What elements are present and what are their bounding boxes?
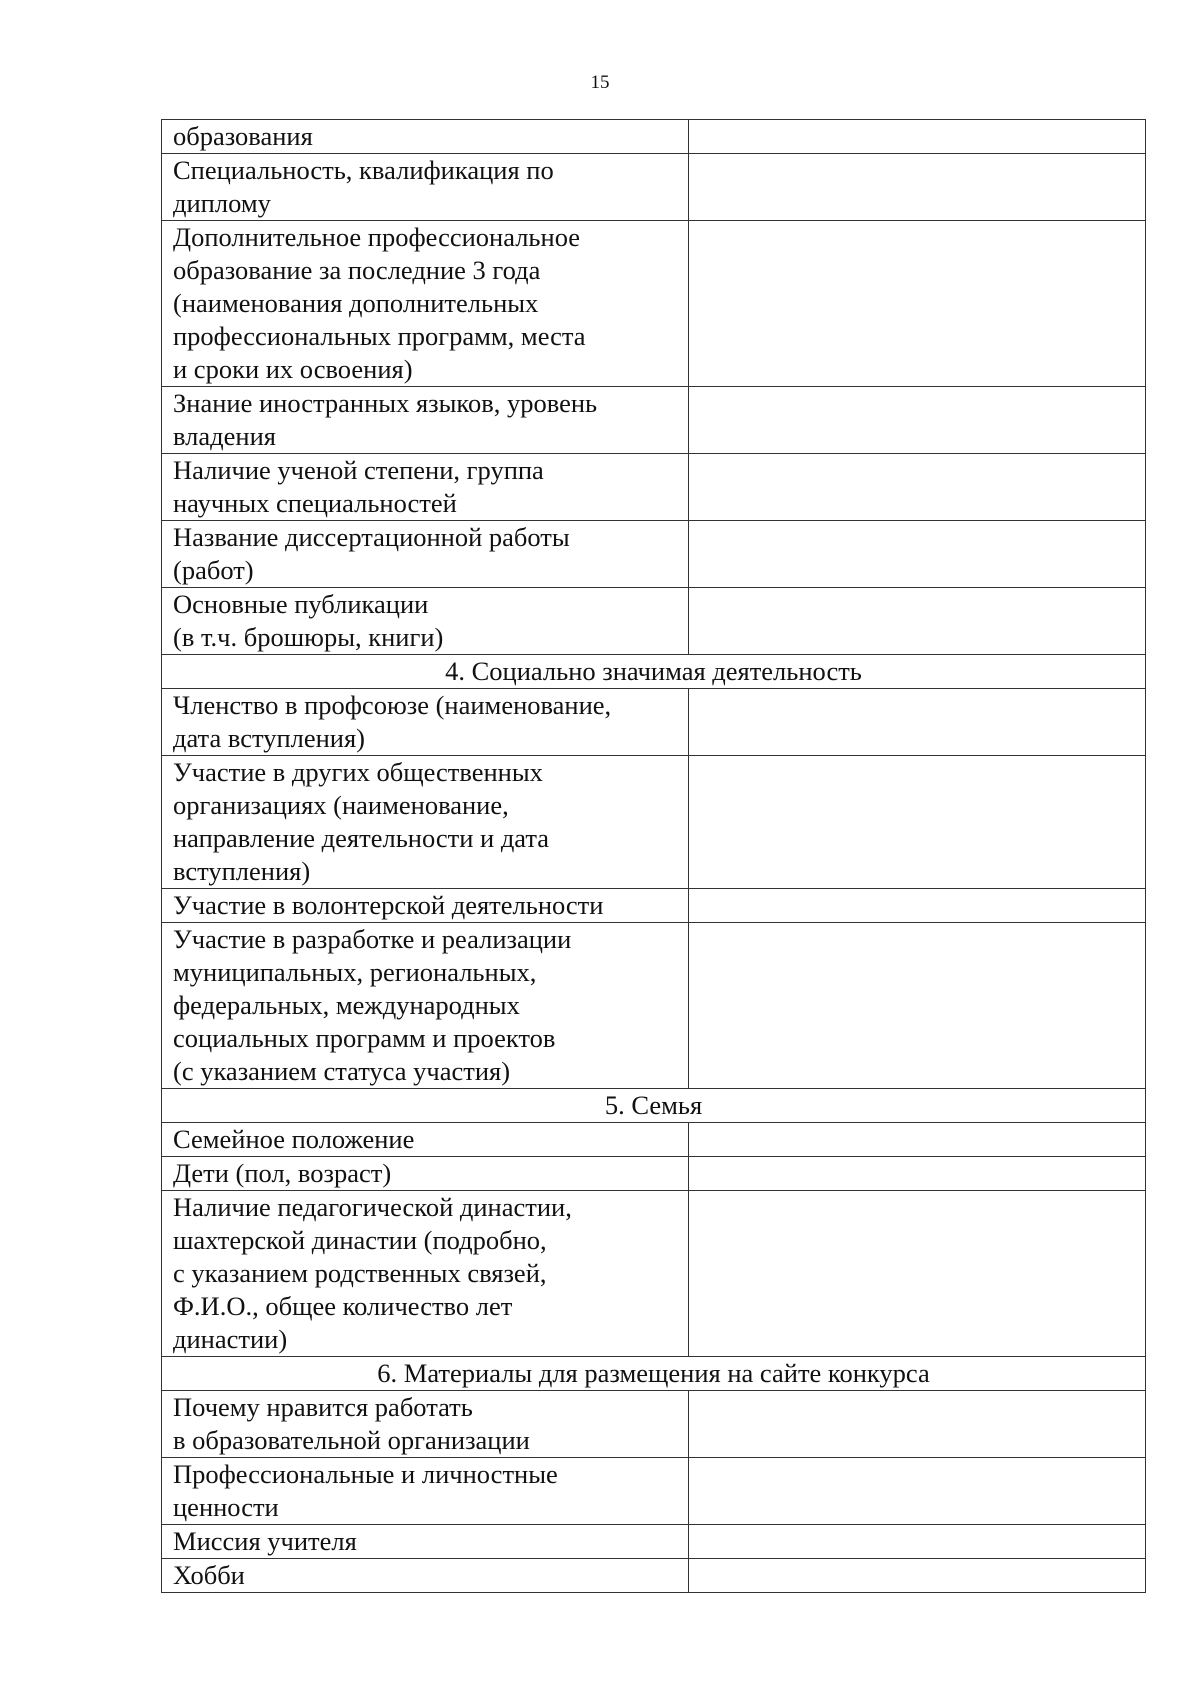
field-label: Специальность, квалификация по диплому <box>162 154 689 221</box>
page-number: 15 <box>590 72 610 93</box>
field-value-cell[interactable] <box>689 387 1146 454</box>
field-label: Дети (пол, возраст) <box>162 1157 689 1191</box>
field-value-cell[interactable] <box>689 1525 1146 1559</box>
section-title: 6. Материалы для размещения на сайте конкурса <box>162 1357 1146 1391</box>
field-value-cell[interactable] <box>689 1391 1146 1458</box>
field-label: Наличие ученой степени, группа научных специальностей <box>162 454 689 521</box>
field-label: образования <box>162 120 689 154</box>
field-label: Название диссертационной работы (работ) <box>162 521 689 588</box>
field-label: Участие в волонтерской деятельности <box>162 889 689 923</box>
field-value-cell[interactable] <box>689 521 1146 588</box>
field-value-cell[interactable] <box>689 588 1146 655</box>
field-label: Дополнительное профессиональное образование за последние 3 года (наименования дополнительных профессиональных программ, места и сроки их освоения) <box>162 221 689 387</box>
form-row <box>162 387 1146 454</box>
section-header-row <box>162 1357 1146 1391</box>
field-value-cell[interactable] <box>689 756 1146 889</box>
form-row <box>162 889 1146 923</box>
field-value-cell[interactable] <box>689 1157 1146 1191</box>
field-value-cell[interactable] <box>689 689 1146 756</box>
form-row <box>162 120 1146 154</box>
field-label: Знание иностранных языков, уровень владения <box>162 387 689 454</box>
form-row <box>162 923 1146 1089</box>
form-row <box>162 1458 1146 1525</box>
field-value-cell[interactable] <box>689 120 1146 154</box>
form-row <box>162 1191 1146 1357</box>
field-label: Профессиональные и личностные ценности <box>162 1458 689 1525</box>
field-value-cell[interactable] <box>689 1559 1146 1593</box>
field-value-cell[interactable] <box>689 154 1146 221</box>
form-row <box>162 1391 1146 1458</box>
field-label: Основные публикации (в т.ч. брошюры, книги) <box>162 588 689 655</box>
form-row <box>162 1525 1146 1559</box>
form-row <box>162 154 1146 221</box>
form-row <box>162 756 1146 889</box>
form-row <box>162 588 1146 655</box>
section-header-row <box>162 1089 1146 1123</box>
field-value-cell[interactable] <box>689 1458 1146 1525</box>
form-row <box>162 1157 1146 1191</box>
form-row <box>162 1123 1146 1157</box>
questionnaire-table-body <box>162 120 1146 1593</box>
section-header-row <box>162 655 1146 689</box>
field-label: Участие в разработке и реализации муниципальных, региональных, федеральных, международных социальных программ и проектов (с указанием статуса участия) <box>162 923 689 1089</box>
field-label: Почему нравится работать в образовательной организации <box>162 1391 689 1458</box>
field-label: Миссия учителя <box>162 1525 689 1559</box>
form-row <box>162 689 1146 756</box>
form-row <box>162 221 1146 387</box>
field-value-cell[interactable] <box>689 454 1146 521</box>
section-title: 5. Семья <box>162 1089 1146 1123</box>
field-label: Семейное положение <box>162 1123 689 1157</box>
field-value-cell[interactable] <box>689 1191 1146 1357</box>
field-label: Членство в профсоюзе (наименование, дата вступления) <box>162 689 689 756</box>
field-value-cell[interactable] <box>689 1123 1146 1157</box>
questionnaire-table <box>161 119 1146 1593</box>
field-value-cell[interactable] <box>689 923 1146 1089</box>
form-row <box>162 521 1146 588</box>
section-title: 4. Социально значимая деятельность <box>162 655 1146 689</box>
form-row <box>162 454 1146 521</box>
field-value-cell[interactable] <box>689 221 1146 387</box>
field-value-cell[interactable] <box>689 889 1146 923</box>
form-row <box>162 1559 1146 1593</box>
field-label: Наличие педагогической династии, шахтерской династии (подробно, с указанием родственных связей, Ф.И.О., общее количество лет династии) <box>162 1191 689 1357</box>
field-label: Участие в других общественных организациях (наименование, направление деятельности и дата вступления) <box>162 756 689 889</box>
field-label: Хобби <box>162 1559 689 1593</box>
